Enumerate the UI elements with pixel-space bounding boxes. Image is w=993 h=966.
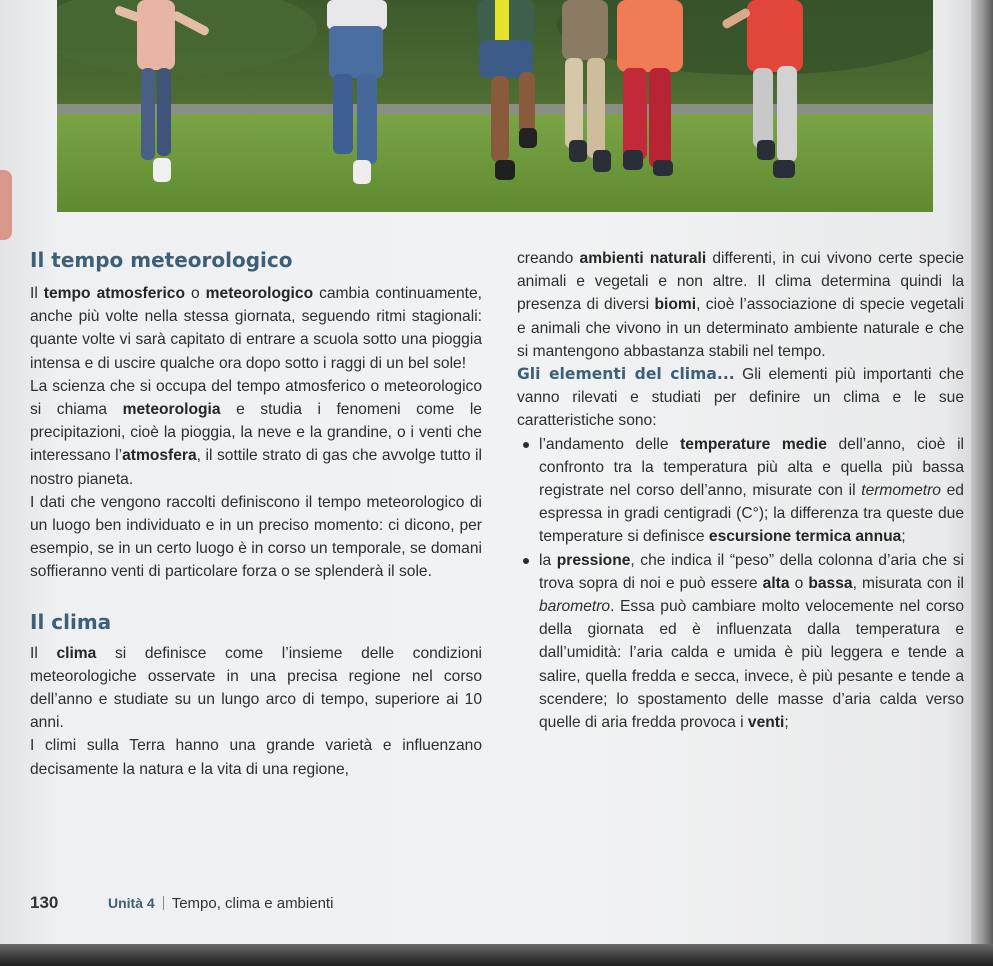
children-running-photo bbox=[57, 0, 933, 212]
paragraph-meteorologia: La scienza che si occupa del tempo atmosferico o meteorologico si chiama meteorologia e studia i fenomeni come le precipitazioni, cioè la pioggia, la neve e la grandine, o i venti che interessano l’atmosfera, il sottile strato di gas che avvolge tutto il nostro pianeta. bbox=[30, 377, 482, 488]
unit-title: Tempo, clima e ambienti bbox=[171, 895, 334, 912]
paragraph-clima-def: Il clima si definisce come l’insieme delle condizioni meteorologiche osservate in una precisa regione nel corso dell’anno e studiate su un lungo arco di tempo, superiore ai 10 anni. bbox=[30, 644, 482, 732]
paragraph-elementi: Gli elementi del clima... Gli elementi più importanti che vanno rilevati e studiati per definire un clima e le sue caratteristiche sono: bbox=[517, 365, 964, 430]
subheading-elementi: Gli elementi del clima... bbox=[517, 365, 735, 384]
list-item: la pressione, che indica il “peso” della colonna d’aria che si trova sopra di noi e può essere alta o bassa, misurata con il barometro. Essa può cambiare molto velocemente nel corso della giornata ed è influenzata dalla temperatura e dall’umidità: l’aria calda e umida è più leggera e tende a salire, quella fredda e secca, invece, è più pesante e tende a scendere; lo spostamento delle masse d’aria calda verso quelle di aria fredda provoca i venti; bbox=[517, 549, 964, 735]
paragraph-ambienti: creando ambienti naturali differenti, in cui vivono certe specie animali e vegetali e non altre. Il clima determina quindi la presenza di diversi biomi, cioè l’associazione di specie vegetali e animali che vivono in un determinato ambiente naturale e che si mantengono abbastanza stabili nel tempo. bbox=[517, 250, 965, 360]
page-bottom-shadow bbox=[0, 944, 993, 966]
paragraph-dati: I dati che vengono raccolti definiscono il tempo meteorologico di un luogo ben individuato e in un preciso momento: ci dicono, per esempio, se in un certo luogo è in corso un temporale, se domani soffieranno venti di particolare forza o se splenderà il sole. bbox=[30, 493, 482, 581]
footer-divider bbox=[163, 896, 164, 910]
right-column bbox=[517, 247, 964, 734]
section-title-tempo: Il tempo meteorologico bbox=[30, 248, 293, 272]
paragraph-climi-terra: I climi sulla Terra hanno una grande varietà e influenzano decisamente la natura e la vita di una regione, bbox=[30, 737, 482, 778]
list-item: l’andamento delle temperature medie dell’anno, cioè il confronto tra la temperatura più alta e quella più bassa registrate nel corso dell’anno, misurate con il termometro ed espressa in gradi centigradi (C°); la differenza tra queste due temperature si definisce escursione termica annua; bbox=[517, 433, 964, 549]
unit-label: Unità 4 bbox=[108, 895, 155, 911]
paragraph-tempo-intro: Il tempo atmosferico o meteorologico cambia continuamente, anche più volte nella stessa giornata, seguendo ritmi stagionali: quante volte vi sarà capitato di entrare a scuola sotto una pioggia intensa e di uscire qualche ora dopo sotto i raggi di un bel sole! bbox=[30, 285, 482, 372]
section-title-clima: Il clima bbox=[30, 609, 112, 634]
page-footer bbox=[30, 893, 333, 913]
page-edge-tab bbox=[0, 170, 12, 240]
left-column bbox=[30, 247, 482, 781]
page-number: 130 bbox=[30, 893, 59, 912]
book-spine bbox=[971, 0, 993, 966]
elements-list bbox=[517, 433, 964, 735]
